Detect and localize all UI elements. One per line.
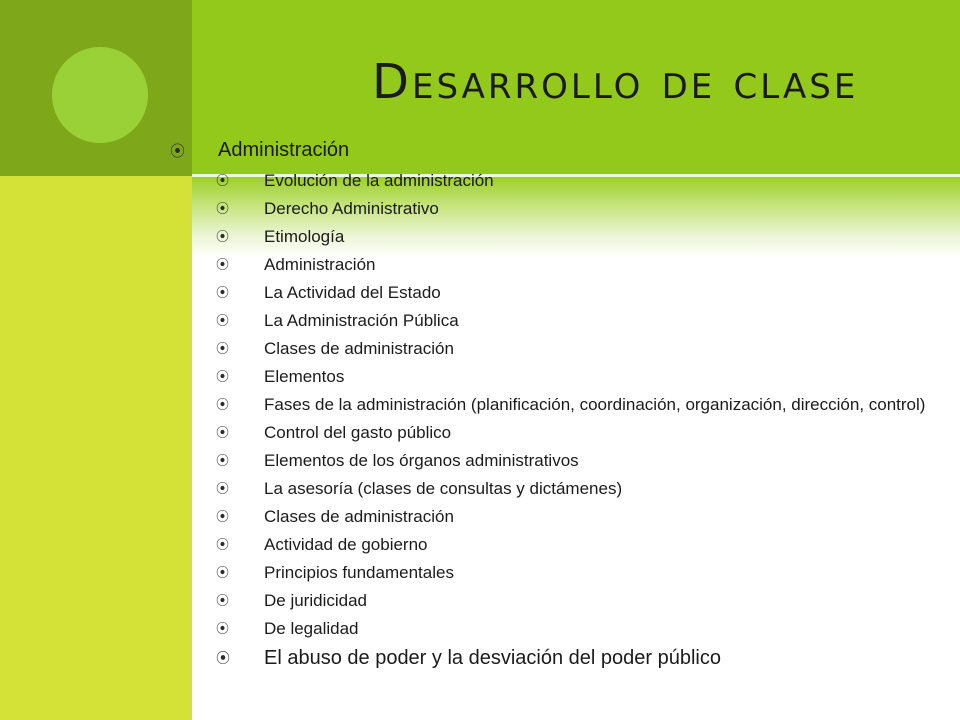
list-item-label: Control del gasto público [264, 423, 452, 442]
circled-dot-bullet-icon: ⦿ [216, 425, 230, 440]
list-item-label: Elementos [264, 367, 345, 386]
list-item-label: Derecho Administrativo [264, 199, 439, 218]
circled-dot-bullet-icon: ⦿ [216, 621, 230, 636]
list-item [216, 559, 948, 587]
list-item [216, 363, 948, 391]
list-item [216, 503, 948, 531]
list-item-label: Actividad de gobierno [264, 535, 428, 554]
list-item-label: El abuso de poder y la desviación del poder público [264, 647, 721, 669]
list-item [216, 447, 948, 475]
list-item-label: Clases de administración [264, 507, 454, 526]
circled-dot-bullet-icon: ⦿ [216, 285, 230, 300]
list-item [216, 279, 948, 307]
circled-dot-bullet-icon: ⦿ [216, 313, 230, 328]
list-item-label: Administración [264, 255, 376, 274]
list-item [216, 195, 948, 223]
list-item-label: Evolución de la administración [264, 171, 494, 190]
circled-dot-bullet-icon: ⦿ [216, 650, 230, 666]
circled-dot-bullet-icon: ⦿ [216, 593, 230, 608]
circled-dot-bullet-icon: ⦿ [216, 481, 230, 496]
list-item [216, 335, 948, 363]
list-item [216, 587, 948, 615]
list-item-label: De juridicidad [264, 591, 367, 610]
circled-dot-bullet-icon: ⦿ [216, 257, 230, 272]
circled-dot-bullet-icon: ⦿ [216, 453, 230, 468]
circled-dot-bullet-icon: ⦿ [216, 229, 230, 244]
list-item [216, 251, 948, 279]
list-item-label: La Actividad del Estado [264, 283, 441, 302]
list-item-main [168, 134, 948, 167]
list-item-label: Fases de la administración (planificación, coordinación, organización, dirección, control) [264, 395, 926, 414]
circled-dot-bullet-icon: ⦿ [216, 565, 230, 580]
circled-dot-bullet-icon: ⦿ [216, 397, 230, 412]
list-item [216, 419, 948, 447]
list-item [216, 475, 948, 503]
slide-title: Desarrollo de clase [372, 54, 859, 110]
list-item-label: Administración [218, 139, 350, 161]
list-item [216, 643, 948, 673]
list-item-label: La Administración Pública [264, 311, 459, 330]
circled-dot-bullet-icon: ⦿ [170, 143, 186, 160]
bullet-list [168, 134, 948, 673]
circled-dot-bullet-icon: ⦿ [216, 509, 230, 524]
circled-dot-bullet-icon: ⦿ [216, 173, 230, 188]
list-item-label: Etimología [264, 227, 345, 246]
list-item-label: Elementos de los órganos administrativos [264, 451, 579, 470]
left-bottom-panel [0, 176, 192, 720]
list-item [216, 615, 948, 643]
list-item-label: La asesoría (clases de consultas y dictámenes) [264, 479, 623, 498]
list-item [216, 307, 948, 335]
list-item-label: Principios fundamentales [264, 563, 454, 582]
circled-dot-bullet-icon: ⦿ [216, 201, 230, 216]
list-item [216, 391, 948, 419]
circled-dot-bullet-icon: ⦿ [216, 537, 230, 552]
list-item [216, 531, 948, 559]
circled-dot-bullet-icon: ⦿ [216, 341, 230, 356]
list-item-label: Clases de administración [264, 339, 454, 358]
list-item [216, 223, 948, 251]
list-item [216, 167, 948, 195]
list-item-label: De legalidad [264, 619, 359, 638]
decorative-circle [52, 47, 148, 143]
circled-dot-bullet-icon: ⦿ [216, 369, 230, 384]
